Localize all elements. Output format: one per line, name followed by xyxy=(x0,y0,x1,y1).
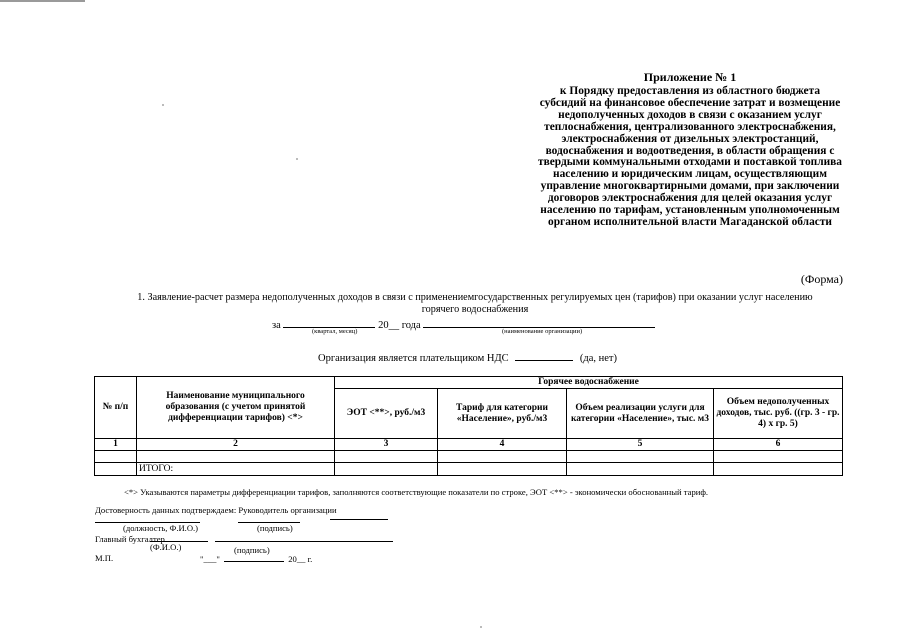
scan-speck xyxy=(162,104,164,106)
vat-text: Организация является плательщиком НДС xyxy=(318,353,509,364)
period-blank[interactable] xyxy=(283,317,375,328)
scan-speck xyxy=(480,626,482,628)
header-lost-income: Объем недополученных доходов, тыс. руб. ((гр. 3 - гр. 4) x гр. 5) xyxy=(714,389,843,439)
col-number-5: 5 xyxy=(567,439,714,451)
total-row xyxy=(95,463,843,476)
col-number-6: 6 xyxy=(714,439,843,451)
header-tariff: Тариф для категории «Население», руб./м3 xyxy=(438,389,567,439)
header-municipality: Наименование муниципального образования (с учетом принятой дифференциации тарифов) <*> xyxy=(137,377,335,439)
statement-title xyxy=(80,292,870,315)
header-eot: ЭОТ <**>, руб./м3 xyxy=(335,389,438,439)
position-caption: (должность, Ф.И.О.) xyxy=(123,523,199,533)
column-number-row xyxy=(95,439,843,451)
statement-line-2: горячего водоснабжения xyxy=(421,303,529,315)
annex-title: Приложение № 1 xyxy=(643,70,737,84)
table-cell[interactable] xyxy=(335,463,438,476)
table-row xyxy=(95,451,843,463)
total-label: ИТОГО: xyxy=(137,463,335,476)
date-day-blank[interactable]: ___ xyxy=(203,554,217,564)
period-za: за xyxy=(272,320,281,331)
col-number-3: 3 xyxy=(335,439,438,451)
table-cell[interactable] xyxy=(335,451,438,463)
vat-blank[interactable] xyxy=(515,350,573,361)
table-cell[interactable] xyxy=(567,463,714,476)
date-field xyxy=(200,553,312,564)
statement-line-1: 1. Заявление-расчет размера недополученных доходов в связи с применениемгосударственных регулируемых цен (тарифов) при оказании услуг населению xyxy=(137,292,813,303)
table-cell[interactable] xyxy=(438,451,567,463)
table-cell[interactable] xyxy=(95,463,137,476)
organization-blank[interactable] xyxy=(423,317,655,328)
vat-options: (да, нет) xyxy=(579,353,617,364)
table-cell[interactable] xyxy=(714,463,843,476)
signature-caption: (подпись) xyxy=(257,523,293,533)
period-year-suffix: года xyxy=(401,320,421,331)
col-number-1: 1 xyxy=(95,439,137,451)
signature-caption-2: (подпись) xyxy=(234,545,270,555)
header-volume: Объем реализации услуги для категории «Население», тыс. м3 xyxy=(567,389,714,439)
period-year-prefix: 20 xyxy=(378,320,389,331)
fio-caption: (Ф.И.О.) xyxy=(150,542,182,552)
table-cell[interactable] xyxy=(95,451,137,463)
table-cell[interactable] xyxy=(137,451,335,463)
chief-accountant-label: Главный бухгалтер xyxy=(95,534,165,544)
attestation-text: Достоверность данных подтверждаем: Руководитель организации xyxy=(95,505,337,515)
table-cell[interactable] xyxy=(438,463,567,476)
table-cell[interactable] xyxy=(567,451,714,463)
calculation-table xyxy=(94,376,843,476)
scan-speck xyxy=(296,158,298,160)
form-label: (Форма) xyxy=(800,272,843,286)
footnote: <*> Указываются параметры дифференциации тарифов, заполняются соответствующие показатели по строке, ЭОТ <**> - экономически обоснованный тариф. xyxy=(124,487,709,497)
period-caption: (квартал, месяц) xyxy=(312,328,358,335)
organization-caption: (наименование организации) xyxy=(502,328,583,335)
stamp-label: М.П. xyxy=(95,553,114,563)
period-year-blank[interactable]: __ xyxy=(388,320,400,331)
col-number-4: 4 xyxy=(438,439,567,451)
date-month-blank[interactable] xyxy=(224,553,284,562)
col-number-2: 2 xyxy=(137,439,335,451)
table-cell[interactable] xyxy=(714,451,843,463)
date-quote-close: " xyxy=(216,554,220,564)
header-hot-water: Горячее водоснабжение xyxy=(335,377,843,389)
date-year: 20__ г. xyxy=(288,554,313,564)
annex-body: к Порядку предоставления из областного бюджета субсидий на финансовое обеспечение затрат и возмещение недополученных доходов в связи с оказанием услуг теплоснабжения, централизованного электроснабжения, электроснабжения от дизельных электростанций, водоснабжения и водоотведения, в области обращения с твердыми коммунальными отходами и поставкой топлива населению и юридическим лицам, осуществляющим управление многоквартирными домами, при заключении договоров электроснабжения для целей оказания услуг населению по тарифам, установленным уполномоченным органом исполнительной власти Магаданской области xyxy=(537,85,843,228)
date-quote-open: " xyxy=(200,554,204,564)
signature-extra-line[interactable] xyxy=(330,519,388,520)
accountant-signature-line[interactable] xyxy=(215,541,393,542)
top-edge-mark xyxy=(0,0,85,2)
header-num: № п/п xyxy=(95,377,137,439)
vat-row xyxy=(318,350,617,364)
